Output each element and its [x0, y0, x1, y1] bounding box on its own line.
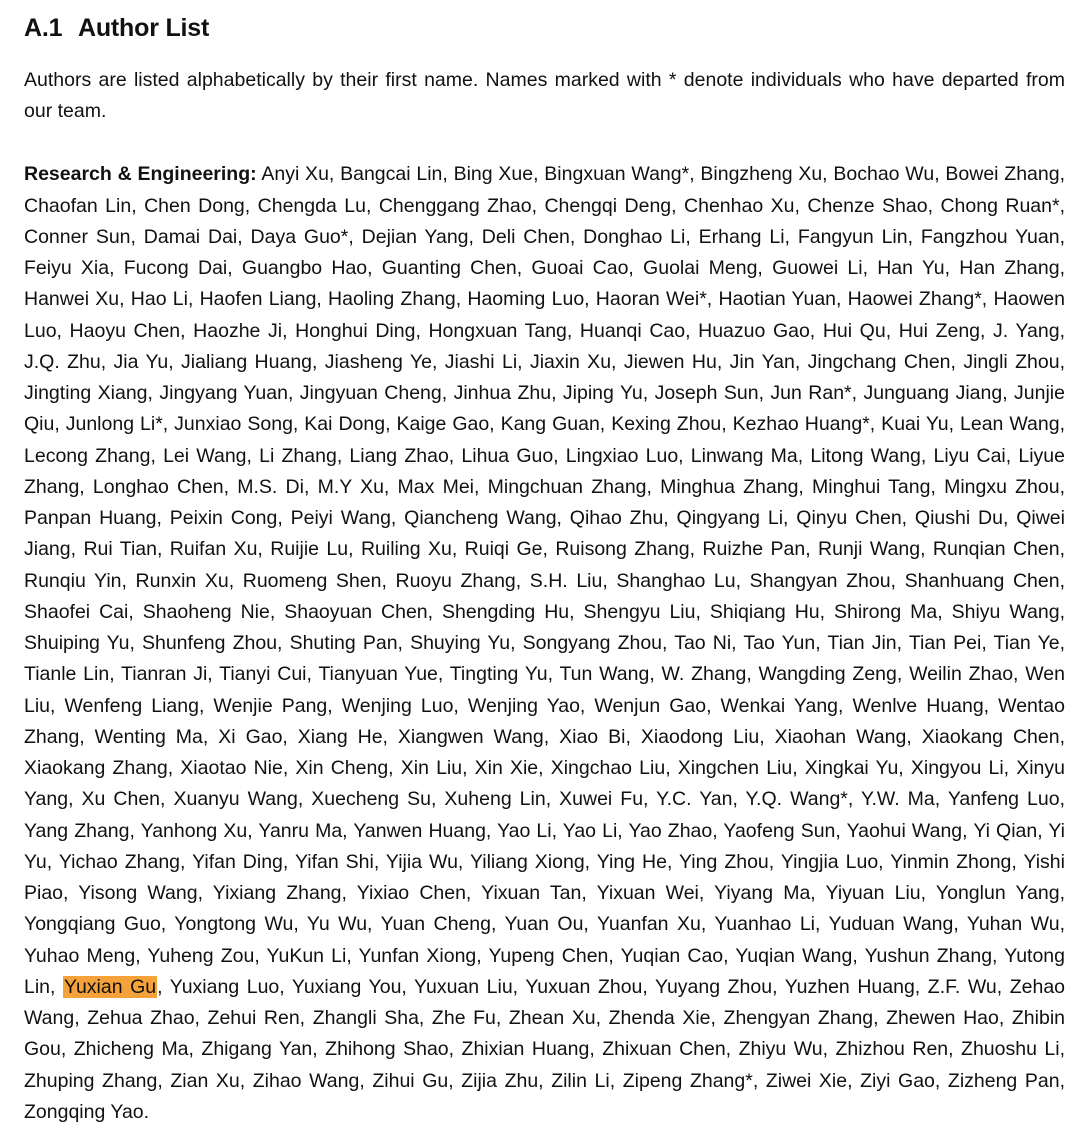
document-page [24, 8, 1065, 1128]
intro-paragraph: Authors are listed alphabetically by their first name. Names marked with * denote individuals who have departed from our team. [24, 69, 1065, 123]
section-heading [24, 8, 1065, 48]
section-title: Author List [78, 13, 210, 42]
author-group-label: Research & Engineering: [24, 163, 257, 186]
highlighted-author-name: Yuxian Gu [64, 975, 157, 998]
section-number: A.1 [24, 13, 63, 42]
author-list-paragraph [24, 159, 1065, 1128]
author-names-after-highlight: , Yuxiang Luo, Yuxiang You, Yuxuan Liu, Yuxuan Zhou, Yuyang Zhou, Yuzhen Huang, Z.F. Wu, Zehao Wang, Zehua Zhao, Zehui Ren, Zhangli Sha, Zhe Fu, Zhean Xu, Zhenda Xie, Zhengyan Zhang, Zhewen Hao, Zhibin Gou, Zhicheng Ma, Zhigang Yan, Zhihong Shao, Zhixian Huang, Zhixuan Chen, Zhiyu Wu, Zhizhou Ren, Zhuoshu Li, Zhuping Zhang, Zian Xu, Zihao Wang, Zihui Gu, Zijia Zhu, Zilin Li, Zipeng Zhang*, Ziwei Xie, Ziyi Gao, Zizheng Pan, Zongqing Yao. [24, 975, 1066, 1123]
author-names-before-highlight: Anyi Xu, Bangcai Lin, Bing Xue, Bingxuan Wang*, Bingzheng Xu, Bochao Wu, Bowei Zhang, Chaofan Lin, Chen Dong, Chengda Lu, Chenggang Zhao, Chengqi Deng, Chenhao Xu, Chenze Shao, Chong Ruan*, Conner Sun, Damai Dai, Daya Guo*, Dejian Yang, Deli Chen, Donghao Li, Erhang Li, Fangyun Lin, Fangzhou Yuan, Feiyu Xia, Fucong Dai, Guangbo Hao, Guanting Chen, Guoai Cao, Guolai Meng, Guowei Li, Han Yu, Han Zhang, Hanwei Xu, Hao Li, Haofen Liang, Haoling Zhang, Haoming Luo, Haoran Wei*, Haotian Yuan, Haowei Zhang*, Haowen Luo, Haoyu Chen, Haozhe Ji, Honghui Ding, Hongxuan Tang, Huanqi Cao, Huazuo Gao, Hui Qu, Hui Zeng, J. Yang, J.Q. Zhu, Jia Yu, Jialiang Huang, Jiasheng Ye, Jiashi Li, Jiaxin Xu, Jiewen Hu, Jin Yan, Jingchang Chen, Jingli Zhou, Jingting Xiang, Jingyang Yuan, Jingyuan Cheng, Jinhua Zhu, Jiping Yu, Joseph Sun, Jun Ran*, Junguang Jiang, Junjie Qiu, Junlong Li*, Junxiao Song, Kai Dong, Kaige Gao, Kang Guan, Kexing Zhou, Kezhao Huang*, Kuai Yu, Lean Wang, Lecong Zhang, Lei Wang, Li Zhang, Liang Zhao, Lihua Guo, Lingxiao Luo, Linwang Ma, Litong Wang, Liyu Cai, Liyue Zhang, Longhao Chen, M.S. Di, M.Y Xu, Max Mei, Mingchuan Zhang, Minghua Zhang, Minghui Tang, Mingxu Zhou, Panpan Huang, Peixin Cong, Peiyi Wang, Qiancheng Wang, Qihao Zhu, Qingyang Li, Qinyu Chen, Qiushi Du, Qiwei Jiang, Rui Tian, Ruifan Xu, Ruijie Lu, Ruiling Xu, Ruiqi Ge, Ruisong Zhang, Ruizhe Pan, Runji Wang, Runqian Chen, Runqiu Yin, Runxin Xu, Ruomeng Shen, Ruoyu Zhang, S.H. Liu, Shanghao Lu, Shangyan Zhou, Shanhuang Chen, Shaofei Cai, Shaoheng Nie, Shaoyuan Chen, Shengding Hu, Shengyu Liu, Shiqiang Hu, Shirong Ma, Shiyu Wang, Shuiping Yu, Shunfeng Zhou, Shuting Pan, Shuying Yu, Songyang Zhou, Tao Ni, Tao Yun, Tian Jin, Tian Pei, Tian Ye, Tianle Lin, Tianran Ji, Tianyi Cui, Tianyuan Yue, Tingting Yu, Tun Wang, W. Zhang, Wangding Zeng, Weilin Zhao, Wen Liu, Wenfeng Liang, Wenjie Pang, Wenjing Luo, Wenjing Yao, Wenjun Gao, Wenkai Yang, Wenlve Huang, Wentao Zhang, Wenting Ma, Xi Gao, Xiang He, Xiangwen Wang, Xiao Bi, Xiaodong Liu, Xiaohan Wang, Xiaokang Chen, Xiaokang Zhang, Xiaotao Nie, Xin Cheng, Xin Liu, Xin Xie, Xingchao Liu, Xingchen Liu, Xingkai Yu, Xingyou Li, Xinyu Yang, Xu Chen, Xuanyu Wang, Xuecheng Su, Xuheng Lin, Xuwei Fu, Y.C. Yan, Y.Q. Wang*, Y.W. Ma, Yanfeng Luo, Yang Zhang, Yanhong Xu, Yanru Ma, Yanwen Huang, Yao Li, Yao Li, Yao Zhao, Yaofeng Sun, Yaohui Wang, Yi Qian, Yi Yu, Yichao Zhang, Yifan Ding, Yifan Shi, Yijia Wu, Yiliang Xiong, Ying He, Ying Zhou, Yingjia Luo, Yinmin Zhong, Yishi Piao, Yisong Wang, Yixiang Zhang, Yixiao Chen, Yixuan Tan, Yixuan Wei, Yiyang Ma, Yiyuan Liu, Yonglun Yang, Yongqiang Guo, Yongtong Wu, Yu Wu, Yuan Cheng, Yuan Ou, Yuanfan Xu, Yuanhao Li, Yuduan Wang, Yuhan Wu, Yuhao Meng, Yuheng Zou, YuKun Li, Yunfan Xiong, Yupeng Chen, Yuqian Cao, Yuqian Wang, Yushun Zhang, Yutong Lin, [24, 163, 1065, 998]
